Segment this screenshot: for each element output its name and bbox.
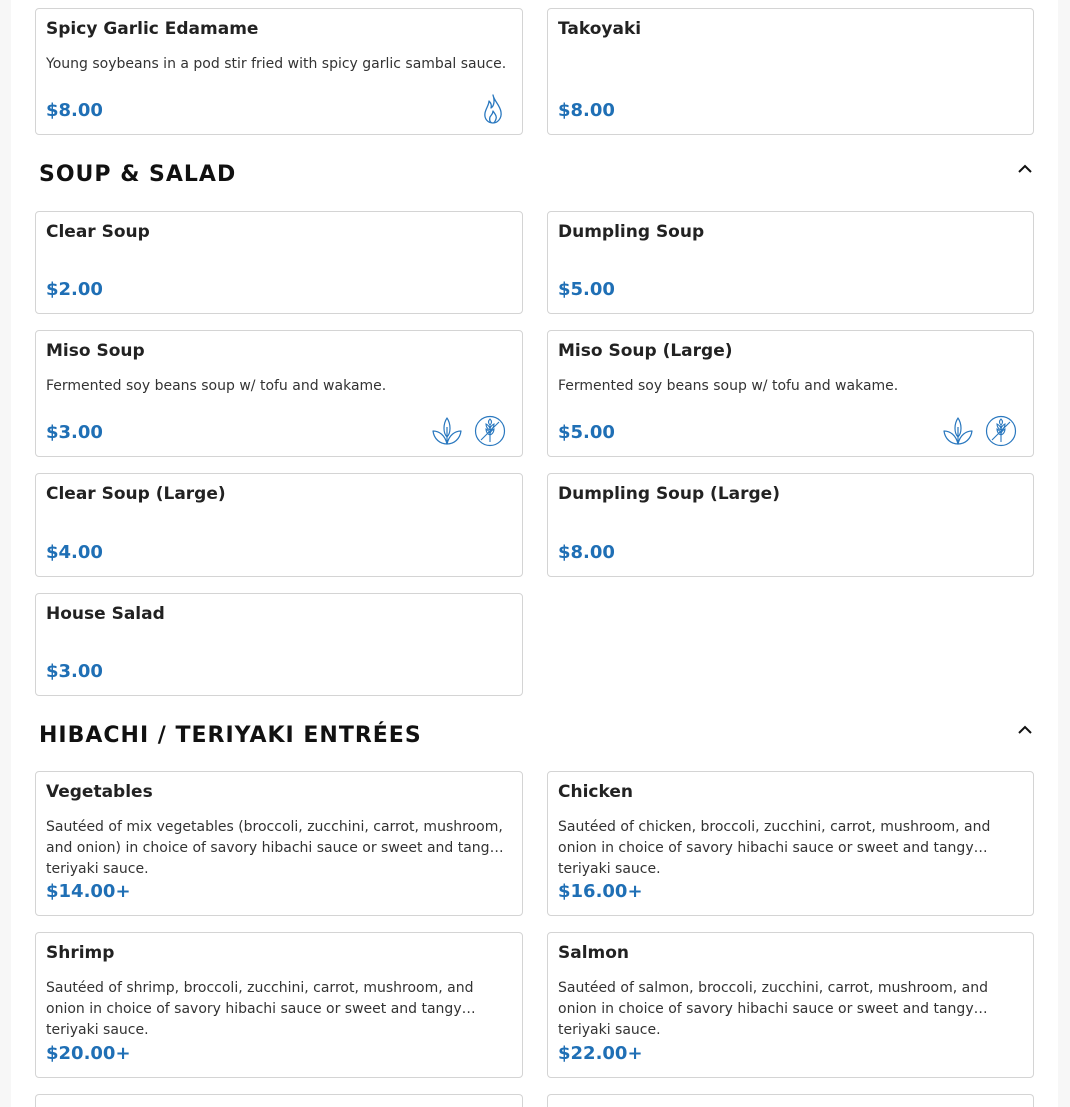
item-price: $20.00+ <box>46 1043 131 1064</box>
item-description: Sautéed of mix vegetables (broccoli, zucchini, carrot, mushroom, and onion) in choice of savory hibachi sauce or sweet and tangy teriyaki sauce. <box>46 819 503 877</box>
menu-page <box>11 0 1058 1107</box>
menu-item-card[interactable] <box>35 771 523 916</box>
section-title-soup-salad: SOUP & SALAD <box>39 162 237 187</box>
item-name: Salmon <box>558 943 630 963</box>
item-name: House Salad <box>46 604 165 624</box>
vegetarian-leaf-icon <box>431 415 463 447</box>
item-name: Vegetables <box>46 782 153 802</box>
menu-item-card[interactable] <box>35 473 523 577</box>
item-name: Chicken <box>558 782 633 802</box>
item-price: $16.00+ <box>558 881 643 902</box>
item-description: Sautéed of chicken, broccoli, zucchini, carrot, mushroom, and onion in choice of savory hibachi sauce or sweet and tangy teriyaki sauce. <box>558 819 991 877</box>
item-name: Spicy Garlic Edamame <box>46 19 259 39</box>
menu-item-card[interactable] <box>547 473 1034 577</box>
item-name: Dumpling Soup <box>558 222 705 242</box>
menu-item-card[interactable] <box>547 1094 1034 1107</box>
chevron-up-icon[interactable] <box>1017 163 1033 175</box>
item-price: $5.00 <box>558 422 615 443</box>
menu-item-card[interactable] <box>547 932 1034 1078</box>
chevron-up-icon[interactable] <box>1017 724 1033 736</box>
item-price: $3.00 <box>46 661 103 682</box>
item-price: $4.00 <box>46 542 103 563</box>
item-price: $3.00 <box>46 422 103 443</box>
menu-item-card[interactable] <box>547 8 1034 135</box>
menu-item-card[interactable] <box>547 771 1034 916</box>
item-price: $22.00+ <box>558 1043 643 1064</box>
menu-item-card[interactable] <box>547 330 1034 457</box>
item-price: $2.00 <box>46 279 103 300</box>
menu-item-card[interactable] <box>35 8 523 135</box>
gluten-free-icon <box>474 415 506 447</box>
menu-item-card[interactable] <box>35 330 523 457</box>
item-name: Takoyaki <box>558 19 642 39</box>
section-title-hibachi: HIBACHI / TERIYAKI ENTRÉES <box>39 723 422 748</box>
vegetarian-leaf-icon <box>942 415 974 447</box>
item-price: $8.00 <box>46 100 103 121</box>
menu-item-card[interactable] <box>35 593 523 696</box>
item-name: Miso Soup (Large) <box>558 341 733 361</box>
flame-icon <box>480 93 506 125</box>
item-price: $8.00 <box>558 100 615 121</box>
item-description: Fermented soy beans soup w/ tofu and wakame. <box>46 378 387 394</box>
menu-item-card[interactable] <box>35 1094 523 1107</box>
item-description: Fermented soy beans soup w/ tofu and wakame. <box>558 378 899 394</box>
item-name: Clear Soup (Large) <box>46 484 226 504</box>
item-price: $8.00 <box>558 542 615 563</box>
item-description: Sautéed of salmon, broccoli, zucchini, carrot, mushroom, and onion in choice of savory hibachi sauce or sweet and tangy teriyaki sauce. <box>558 980 988 1038</box>
menu-item-card[interactable] <box>35 932 523 1078</box>
item-price: $5.00 <box>558 279 615 300</box>
item-price: $14.00+ <box>46 881 131 902</box>
item-description: Young soybeans in a pod stir fried with spicy garlic sambal sauce. <box>46 56 507 72</box>
gluten-free-icon <box>985 415 1017 447</box>
item-name: Shrimp <box>46 943 115 963</box>
item-name: Miso Soup <box>46 341 145 361</box>
menu-item-card[interactable] <box>547 211 1034 314</box>
item-name: Dumpling Soup (Large) <box>558 484 780 504</box>
item-description: Sautéed of shrimp, broccoli, zucchini, carrot, mushroom, and onion in choice of savory hibachi sauce or sweet and tangy teriyaki sauce. <box>46 980 474 1038</box>
item-name: Clear Soup <box>46 222 150 242</box>
menu-item-card[interactable] <box>35 211 523 314</box>
